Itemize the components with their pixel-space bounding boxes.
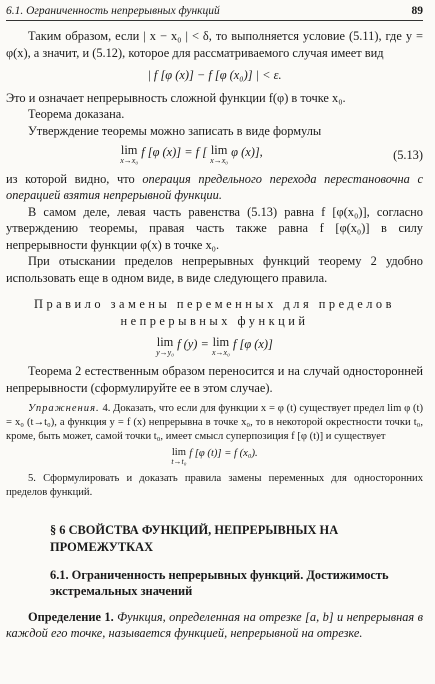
paragraph-7: При отыскании пределов непрерывных функций теорему 2 удобно использовать еще в одном виде, в виде следующего правила.: [6, 254, 423, 285]
formula-right: f [φ (x)]: [232, 336, 273, 351]
paragraph-4: Утверждение теоремы можно записать в виде формулы: [28, 123, 322, 138]
exercises: [6, 402, 423, 500]
lim-operator: lim: [171, 446, 186, 458]
lim-subscript: x→x₀: [120, 156, 139, 166]
paragraph-3: Теорема доказана.: [28, 107, 125, 122]
formula-inequality: | f [φ (x)] − f [φ (x₀)] | < ε.: [147, 68, 282, 83]
paragraph-6: В самом деле, левая часть равенства (5.13) равна f [φ(x₀)], согласно утверждению теоремы, правая часть также равна f [φ(x₀)] в силу непрерывности функции φ(x) в точке x₀.: [6, 204, 423, 252]
formula-substitution: [6, 336, 423, 357]
formula-inner: φ (x)],: [231, 145, 263, 160]
equation-number: (5.13): [393, 147, 423, 162]
formula-exercise: [6, 447, 423, 467]
formula-5-13: [6, 144, 423, 165]
page-header: [6, 4, 423, 21]
paragraph-5: [6, 171, 423, 204]
paragraph-5-start: из которой видно, что: [6, 171, 143, 186]
subsection-heading: 6.1. Ограниченность непрерывных функций. Достижимость экстремальных значений: [50, 567, 389, 598]
exercise-4-text: 4. Доказать, что если для функции x = φ (t) существует предел lim φ (t) = x₀ (t→t₀), а функция y = f (x) непрерывна в точке x₀, то в некоторой окрестности точки t₀, кроме, быть может, самой точки t₀, имеет смысл суперпозиция f [φ (t)] и существует: [6, 403, 423, 442]
section-heading: § 6 СВОЙСТВА ФУНКЦИЙ, НЕПРЕРЫВНЫХ НА ПРОМЕЖУТКАХ: [50, 523, 339, 554]
lim-subscript: t→t₀: [171, 457, 187, 467]
rule-title: Правило замены переменных для пределов непрерывных функций: [34, 297, 395, 328]
lim-operator: lim: [156, 334, 174, 349]
formula-expr: f [φ (t)] = f (x₀).: [189, 447, 258, 459]
definition-1: [6, 609, 423, 642]
exercise-5: 5. Сформулировать и доказать правила замены переменных для односторонних пределов функций.: [6, 473, 423, 499]
emphasis-text: операция предельного перехода перестановочна с операцией взятия непрерывной функции.: [6, 171, 423, 203]
exercises-title: Упражнения.: [28, 403, 100, 415]
exercise-4: [6, 402, 423, 444]
formula-left: f (y) =: [177, 336, 209, 351]
lim-subscript: x→x₀: [210, 156, 229, 166]
paragraph-1: Таким образом, если | x − x₀ | < δ, то выполняется условие (5.11), где y = φ(x), а значит, и (5.12), которое для рассматриваемого случая имеет вид: [6, 29, 423, 60]
lim-operator: lim: [120, 143, 138, 158]
running-title: 6.1. Ограниченность непрерывных функций: [6, 5, 220, 17]
paragraph-8: Теорема 2 естественным образом переносится и на случай односторонней непрерывности (сформулируйте ее в этом случае).: [6, 364, 423, 395]
paragraph-2: Это и означает непрерывность сложной функции f(φ) в точке x₀.: [6, 90, 346, 105]
lim-subscript: x→x₀: [211, 347, 230, 357]
page-number: 89: [411, 5, 423, 17]
formula-left: f [φ (x)] = f [: [141, 145, 208, 160]
definition-label: Определение 1.: [28, 609, 114, 624]
lim-operator: lim: [210, 143, 228, 158]
lim-operator: lim: [212, 334, 230, 349]
definition-text: Функция, определенная на отрезке [a, b] и непрерывная в каждой его точке, называется функцией, непрерывной на отрезке.: [6, 609, 423, 641]
lim-subscript: y→y₀: [156, 347, 174, 357]
